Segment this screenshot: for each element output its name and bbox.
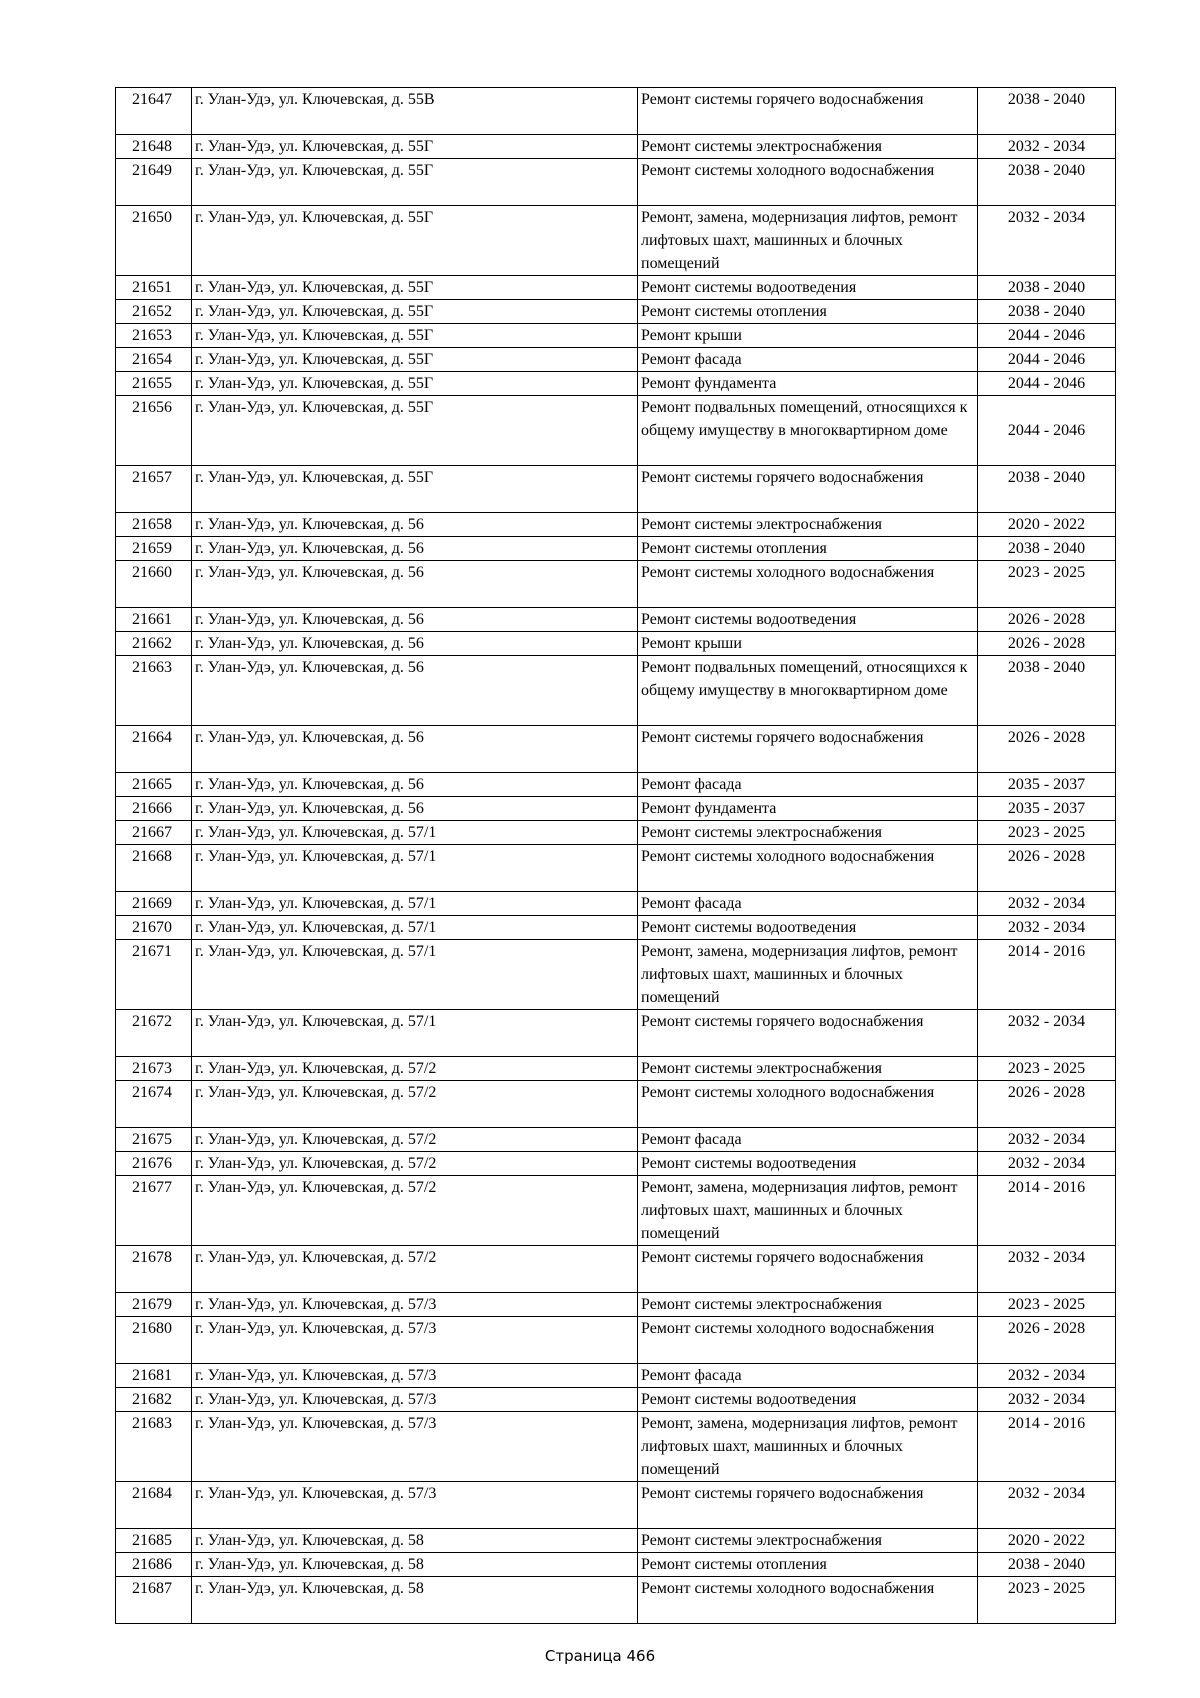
- row-number: 21661: [116, 608, 192, 632]
- row-address: г. Улан-Удэ, ул. Ключевская, д. 55В: [192, 88, 638, 135]
- table-row: [116, 1057, 1116, 1081]
- row-years: 2026 - 2028: [978, 632, 1116, 656]
- row-years: 2044 - 2046: [978, 348, 1116, 372]
- row-number: 21674: [116, 1081, 192, 1128]
- row-address: г. Улан-Удэ, ул. Ключевская, д. 57/3: [192, 1482, 638, 1529]
- row-address: г. Улан-Удэ, ул. Ключевская, д. 55Г: [192, 300, 638, 324]
- row-years: 2020 - 2022: [978, 513, 1116, 537]
- table-row: [116, 159, 1116, 206]
- row-years: 2038 - 2040: [978, 656, 1116, 726]
- row-years: 2023 - 2025: [978, 1293, 1116, 1317]
- table-row: [116, 1388, 1116, 1412]
- row-work-type: Ремонт фасада: [638, 1128, 978, 1152]
- row-address: г. Улан-Удэ, ул. Ключевская, д. 58: [192, 1553, 638, 1577]
- row-number: 21662: [116, 632, 192, 656]
- table-row: [116, 1246, 1116, 1293]
- row-work-type: Ремонт системы водоотведения: [638, 1152, 978, 1176]
- row-years: 2032 - 2034: [978, 1482, 1116, 1529]
- table-row: [116, 1529, 1116, 1553]
- row-years: 2032 - 2034: [978, 1010, 1116, 1057]
- row-work-type: Ремонт фасада: [638, 348, 978, 372]
- row-work-type: Ремонт системы водоотведения: [638, 276, 978, 300]
- row-number: 21658: [116, 513, 192, 537]
- row-years: 2026 - 2028: [978, 608, 1116, 632]
- row-years: 2023 - 2025: [978, 1577, 1116, 1624]
- row-number: 21675: [116, 1128, 192, 1152]
- row-work-type: Ремонт системы холодного водоснабжения: [638, 561, 978, 608]
- row-work-type: Ремонт системы водоотведения: [638, 608, 978, 632]
- row-work-type: Ремонт системы холодного водоснабжения: [638, 1081, 978, 1128]
- row-address: г. Улан-Удэ, ул. Ключевская, д. 57/1: [192, 892, 638, 916]
- row-work-type: Ремонт фасада: [638, 773, 978, 797]
- row-number: 21682: [116, 1388, 192, 1412]
- row-number: 21654: [116, 348, 192, 372]
- row-work-type: Ремонт крыши: [638, 324, 978, 348]
- table-body: [116, 88, 1116, 1624]
- row-work-type: Ремонт системы электроснабжения: [638, 1293, 978, 1317]
- table-row: [116, 276, 1116, 300]
- row-years: 2038 - 2040: [978, 159, 1116, 206]
- row-years: 2032 - 2034: [978, 1128, 1116, 1152]
- row-address: г. Улан-Удэ, ул. Ключевская, д. 57/3: [192, 1364, 638, 1388]
- table-row: [116, 1293, 1116, 1317]
- row-address: г. Улан-Удэ, ул. Ключевская, д. 56: [192, 797, 638, 821]
- row-address: г. Улан-Удэ, ул. Ключевская, д. 55Г: [192, 372, 638, 396]
- row-address: г. Улан-Удэ, ул. Ключевская, д. 57/3: [192, 1412, 638, 1482]
- row-address: г. Улан-Удэ, ул. Ключевская, д. 57/3: [192, 1388, 638, 1412]
- row-years: 2026 - 2028: [978, 1317, 1116, 1364]
- row-work-type: Ремонт системы электроснабжения: [638, 821, 978, 845]
- row-years: 2038 - 2040: [978, 537, 1116, 561]
- table-row: [116, 300, 1116, 324]
- row-number: 21648: [116, 135, 192, 159]
- row-number: 21677: [116, 1176, 192, 1246]
- row-number: 21651: [116, 276, 192, 300]
- row-years: 2023 - 2025: [978, 821, 1116, 845]
- row-years: 2035 - 2037: [978, 773, 1116, 797]
- row-number: 21680: [116, 1317, 192, 1364]
- row-work-type: Ремонт фасада: [638, 892, 978, 916]
- row-address: г. Улан-Удэ, ул. Ключевская, д. 56: [192, 608, 638, 632]
- row-address: г. Улан-Удэ, ул. Ключевская, д. 58: [192, 1577, 638, 1624]
- row-number: 21670: [116, 916, 192, 940]
- row-number: 21656: [116, 396, 192, 466]
- table-row: [116, 396, 1116, 466]
- row-years: 2032 - 2034: [978, 135, 1116, 159]
- row-years: 2038 - 2040: [978, 1553, 1116, 1577]
- row-number: 21653: [116, 324, 192, 348]
- table-row: [116, 1081, 1116, 1128]
- table-row: [116, 537, 1116, 561]
- row-address: г. Улан-Удэ, ул. Ключевская, д. 57/2: [192, 1246, 638, 1293]
- row-number: 21668: [116, 845, 192, 892]
- table-row: [116, 916, 1116, 940]
- row-work-type: Ремонт крыши: [638, 632, 978, 656]
- row-years: 2026 - 2028: [978, 845, 1116, 892]
- row-address: г. Улан-Удэ, ул. Ключевская, д. 55Г: [192, 324, 638, 348]
- row-work-type: Ремонт системы горячего водоснабжения: [638, 1010, 978, 1057]
- row-work-type: Ремонт системы горячего водоснабжения: [638, 466, 978, 513]
- table-row: [116, 845, 1116, 892]
- row-years: 2023 - 2025: [978, 1057, 1116, 1081]
- row-address: г. Улан-Удэ, ул. Ключевская, д. 57/1: [192, 821, 638, 845]
- row-number: 21650: [116, 206, 192, 276]
- table-row: [116, 726, 1116, 773]
- row-years: 2044 - 2046: [978, 372, 1116, 396]
- row-work-type: Ремонт, замена, модернизация лифтов, ремонт лифтовых шахт, машинных и блочных помещений: [638, 940, 978, 1010]
- table-row: [116, 348, 1116, 372]
- row-address: г. Улан-Удэ, ул. Ключевская, д. 57/2: [192, 1152, 638, 1176]
- row-years: 2026 - 2028: [978, 1081, 1116, 1128]
- row-number: 21676: [116, 1152, 192, 1176]
- table-row: [116, 561, 1116, 608]
- table-row: [116, 797, 1116, 821]
- row-work-type: Ремонт, замена, модернизация лифтов, ремонт лифтовых шахт, машинных и блочных помещений: [638, 206, 978, 276]
- table-row: [116, 466, 1116, 513]
- row-address: г. Улан-Удэ, ул. Ключевская, д. 55Г: [192, 276, 638, 300]
- row-years: 2038 - 2040: [978, 466, 1116, 513]
- row-address: г. Улан-Удэ, ул. Ключевская, д. 57/2: [192, 1081, 638, 1128]
- row-number: 21671: [116, 940, 192, 1010]
- row-number: 21681: [116, 1364, 192, 1388]
- row-number: 21673: [116, 1057, 192, 1081]
- row-work-type: Ремонт фундамента: [638, 797, 978, 821]
- repair-schedule-table: [115, 87, 1116, 1624]
- row-years: 2020 - 2022: [978, 1529, 1116, 1553]
- table-row: [116, 324, 1116, 348]
- row-address: г. Улан-Удэ, ул. Ключевская, д. 57/1: [192, 940, 638, 1010]
- table-row: [116, 656, 1116, 726]
- row-number: 21686: [116, 1553, 192, 1577]
- row-address: г. Улан-Удэ, ул. Ключевская, д. 56: [192, 561, 638, 608]
- row-years: 2026 - 2028: [978, 726, 1116, 773]
- row-work-type: Ремонт подвальных помещений, относящихся к общему имуществу в многоквартирном доме: [638, 656, 978, 726]
- row-address: г. Улан-Удэ, ул. Ключевская, д. 55Г: [192, 396, 638, 466]
- row-work-type: Ремонт системы электроснабжения: [638, 1057, 978, 1081]
- row-number: 21678: [116, 1246, 192, 1293]
- row-address: г. Улан-Удэ, ул. Ключевская, д. 57/2: [192, 1057, 638, 1081]
- row-number: 21664: [116, 726, 192, 773]
- row-address: г. Улан-Удэ, ул. Ключевская, д. 55Г: [192, 159, 638, 206]
- row-years: 2032 - 2034: [978, 1246, 1116, 1293]
- row-work-type: Ремонт системы горячего водоснабжения: [638, 88, 978, 135]
- row-years: 2032 - 2034: [978, 892, 1116, 916]
- table-row: [116, 1364, 1116, 1388]
- row-number: 21687: [116, 1577, 192, 1624]
- row-address: г. Улан-Удэ, ул. Ключевская, д. 57/2: [192, 1176, 638, 1246]
- row-number: 21679: [116, 1293, 192, 1317]
- table-row: [116, 892, 1116, 916]
- row-address: г. Улан-Удэ, ул. Ключевская, д. 58: [192, 1529, 638, 1553]
- row-years: 2044 - 2046: [978, 396, 1116, 466]
- table-row: [116, 1152, 1116, 1176]
- row-years: 2044 - 2046: [978, 324, 1116, 348]
- row-address: г. Улан-Удэ, ул. Ключевская, д. 56: [192, 773, 638, 797]
- row-work-type: Ремонт системы холодного водоснабжения: [638, 159, 978, 206]
- row-number: 21665: [116, 773, 192, 797]
- row-work-type: Ремонт системы водоотведения: [638, 1388, 978, 1412]
- row-address: г. Улан-Удэ, ул. Ключевская, д. 56: [192, 537, 638, 561]
- row-work-type: Ремонт системы холодного водоснабжения: [638, 1577, 978, 1624]
- row-number: 21660: [116, 561, 192, 608]
- row-address: г. Улан-Удэ, ул. Ключевская, д. 55Г: [192, 135, 638, 159]
- row-work-type: Ремонт системы холодного водоснабжения: [638, 1317, 978, 1364]
- row-number: 21652: [116, 300, 192, 324]
- row-work-type: Ремонт системы электроснабжения: [638, 513, 978, 537]
- row-years: 2023 - 2025: [978, 561, 1116, 608]
- row-work-type: Ремонт фасада: [638, 1364, 978, 1388]
- row-work-type: Ремонт системы холодного водоснабжения: [638, 845, 978, 892]
- row-address: г. Улан-Удэ, ул. Ключевская, д. 56: [192, 632, 638, 656]
- row-years: 2014 - 2016: [978, 1176, 1116, 1246]
- row-work-type: Ремонт системы горячего водоснабжения: [638, 726, 978, 773]
- row-work-type: Ремонт системы горячего водоснабжения: [638, 1246, 978, 1293]
- row-address: г. Улан-Удэ, ул. Ключевская, д. 56: [192, 513, 638, 537]
- table-row: [116, 1482, 1116, 1529]
- row-address: г. Улан-Удэ, ул. Ключевская, д. 55Г: [192, 206, 638, 276]
- row-address: г. Улан-Удэ, ул. Ключевская, д. 56: [192, 726, 638, 773]
- row-number: 21649: [116, 159, 192, 206]
- row-number: 21667: [116, 821, 192, 845]
- row-address: г. Улан-Удэ, ул. Ключевская, д. 57/3: [192, 1317, 638, 1364]
- table-row: [116, 513, 1116, 537]
- table-row: [116, 1577, 1116, 1624]
- row-number: 21657: [116, 466, 192, 513]
- table-row: [116, 1317, 1116, 1364]
- row-number: 21659: [116, 537, 192, 561]
- row-number: 21685: [116, 1529, 192, 1553]
- table-row: [116, 1553, 1116, 1577]
- row-address: г. Улан-Удэ, ул. Ключевская, д. 55Г: [192, 348, 638, 372]
- row-address: г. Улан-Удэ, ул. Ключевская, д. 57/1: [192, 916, 638, 940]
- row-number: 21655: [116, 372, 192, 396]
- row-address: г. Улан-Удэ, ул. Ключевская, д. 57/2: [192, 1128, 638, 1152]
- table-row: [116, 1176, 1116, 1246]
- row-years: 2032 - 2034: [978, 206, 1116, 276]
- table-row: [116, 1010, 1116, 1057]
- row-number: 21669: [116, 892, 192, 916]
- row-address: г. Улан-Удэ, ул. Ключевская, д. 57/1: [192, 1010, 638, 1057]
- row-number: 21663: [116, 656, 192, 726]
- row-number: 21672: [116, 1010, 192, 1057]
- table-row: [116, 88, 1116, 135]
- row-work-type: Ремонт подвальных помещений, относящихся к общему имуществу в многоквартирном доме: [638, 396, 978, 466]
- row-years: 2032 - 2034: [978, 1152, 1116, 1176]
- row-work-type: Ремонт, замена, модернизация лифтов, ремонт лифтовых шахт, машинных и блочных помещений: [638, 1412, 978, 1482]
- table-row: [116, 821, 1116, 845]
- row-years: 2038 - 2040: [978, 300, 1116, 324]
- table-row: [116, 372, 1116, 396]
- row-address: г. Улан-Удэ, ул. Ключевская, д. 57/1: [192, 845, 638, 892]
- row-work-type: Ремонт системы отопления: [638, 1553, 978, 1577]
- row-years: 2038 - 2040: [978, 88, 1116, 135]
- row-years: 2014 - 2016: [978, 940, 1116, 1010]
- table-row: [116, 1128, 1116, 1152]
- row-number: 21683: [116, 1412, 192, 1482]
- table-row: [116, 135, 1116, 159]
- row-years: 2032 - 2034: [978, 1388, 1116, 1412]
- row-years: 2032 - 2034: [978, 916, 1116, 940]
- row-address: г. Улан-Удэ, ул. Ключевская, д. 56: [192, 656, 638, 726]
- row-work-type: Ремонт, замена, модернизация лифтов, ремонт лифтовых шахт, машинных и блочных помещений: [638, 1176, 978, 1246]
- row-work-type: Ремонт системы отопления: [638, 537, 978, 561]
- row-address: г. Улан-Удэ, ул. Ключевская, д. 55Г: [192, 466, 638, 513]
- row-number: 21647: [116, 88, 192, 135]
- table-row: [116, 940, 1116, 1010]
- table-row: [116, 1412, 1116, 1482]
- table-row: [116, 608, 1116, 632]
- row-number: 21666: [116, 797, 192, 821]
- row-work-type: Ремонт системы электроснабжения: [638, 1529, 978, 1553]
- row-years: 2035 - 2037: [978, 797, 1116, 821]
- table-row: [116, 632, 1116, 656]
- row-work-type: Ремонт фундамента: [638, 372, 978, 396]
- row-years: 2038 - 2040: [978, 276, 1116, 300]
- row-years: 2014 - 2016: [978, 1412, 1116, 1482]
- row-work-type: Ремонт системы горячего водоснабжения: [638, 1482, 978, 1529]
- row-work-type: Ремонт системы водоотведения: [638, 916, 978, 940]
- table-row: [116, 773, 1116, 797]
- page-footer: Страница 466: [544, 1647, 656, 1665]
- row-work-type: Ремонт системы электроснабжения: [638, 135, 978, 159]
- row-address: г. Улан-Удэ, ул. Ключевская, д. 57/3: [192, 1293, 638, 1317]
- table-row: [116, 206, 1116, 276]
- row-number: 21684: [116, 1482, 192, 1529]
- row-work-type: Ремонт системы отопления: [638, 300, 978, 324]
- row-years: 2032 - 2034: [978, 1364, 1116, 1388]
